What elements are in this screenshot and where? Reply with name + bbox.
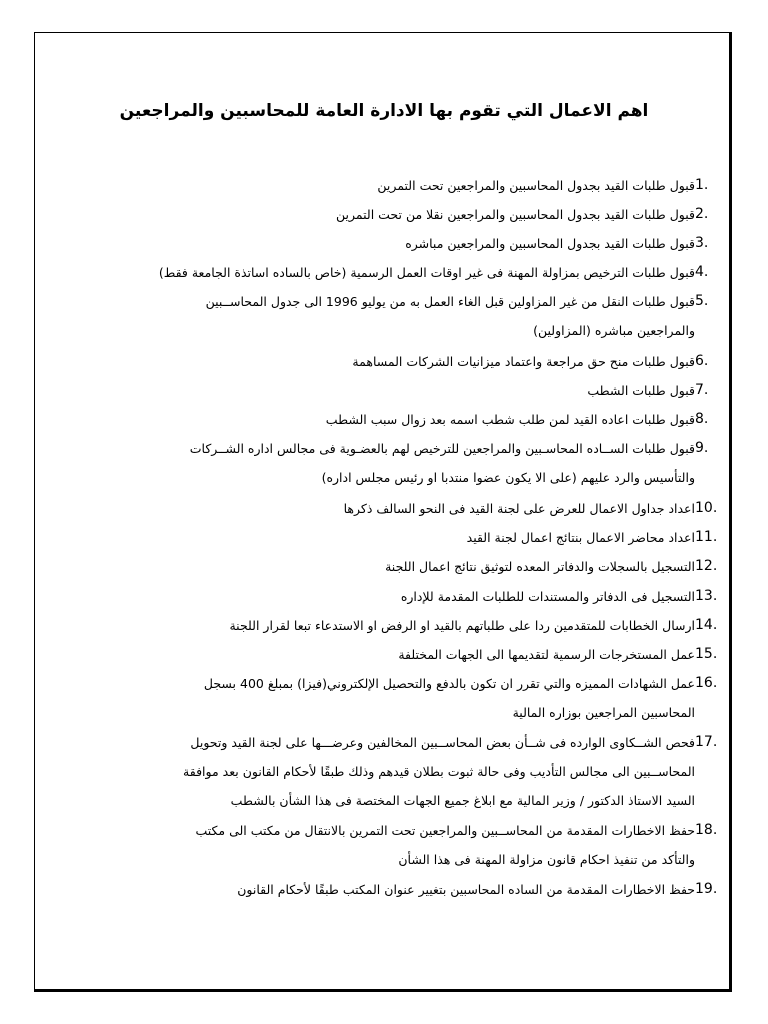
list-item-number: 3. (695, 235, 709, 251)
list-item-number: 18. (695, 822, 718, 838)
list-item-text: قبول طلبات الشطب (587, 383, 695, 398)
list-item-number: 7. (695, 382, 709, 398)
list-item-text: اعداد جداول الاعمال للعرض على لجنة القيد فى النحو السالف ذكرها (343, 501, 695, 516)
list-item-text: قبول طلبات الســاده المحاسـبين والمراجعين للترخيص لهم بالعضـوية فى مجالس اداره الشــركات والتأسيس والرد عليهم (على الا يكون عضوا منتدبا او رئيس مجلس اداره) (189, 441, 695, 485)
list-item-number: 13. (695, 588, 718, 604)
list-item-number: 12. (695, 558, 718, 574)
list-item-number: 1. (695, 177, 709, 193)
list-item-text: عمل المستخرجات الرسمية لتقديمها الى الجهات المختلفة (398, 647, 695, 662)
list-item-number: 9. (695, 440, 709, 456)
list-item-text: التسجيل فى الدفاتر والمستندات للطلبات المقدمة للإداره (400, 589, 695, 604)
list-item-text: قبول طلبات القيد بجدول المحاسبين والمراجعين نقلا من تحت التمرين (336, 207, 695, 222)
list-item-text: التسجيل بالسجلات والدفاتر المعده لتوثيق نتائج اعمال اللجنة (385, 559, 695, 574)
list-item-text: قبول طلبات القيد بجدول المحاسبين والمراجعين تحت التمرين (377, 178, 695, 193)
list-item-number: 19. (695, 881, 718, 897)
list-item-text: حفظ الاخطارات المقدمة من الساده المحاسبين بتغيير عنوان المكتب طبقًا لأحكام القانون (237, 882, 695, 897)
list-item-number: 8. (695, 411, 709, 427)
list-item-number: 16. (695, 675, 718, 691)
list-item-text: قبول طلبات منح حق مراجعة واعتماد ميزانيات الشركات المساهمة (352, 354, 695, 369)
list-item-text: قبول طلبات اعاده القيد لمن طلب شطب اسمه بعد زوال سبب الشطب (325, 412, 695, 427)
list-item-number: 15. (695, 646, 718, 662)
list-item-text: حفظ الاخطارات المقدمة من المحاســبين والمراجعين تحت التمرين بالانتقال من مكتب الى مكتب والتأكد من تنفيذ احكام قانون مزاولة المهنة فى هذا الشأن (195, 823, 695, 867)
document-title: اهم الاعمال التي تقوم بها الادارة العامة للمحاسبين والمراجعين (119, 101, 649, 121)
document-page (34, 32, 732, 992)
list-item-text: اعداد محاضر الاعمال بنتائج اعمال لجنة القيد (466, 530, 695, 545)
list-item-number: 11. (695, 529, 718, 545)
list-item-text: ارسال الخطابات للمتقدمين ردا على طلباتهم بالقيد او الرفض او الاستدعاء تبعا لقرار اللجنة (229, 618, 695, 633)
list-item-text: قبول طلبات الترخيص بمزاولة المهنة فى غير اوقات العمل الرسمية (خاص بالساده اساتذة الجامعة فقط) (158, 265, 695, 280)
list-item-text: قبول طلبات القيد بجدول المحاسبين والمراجعين مباشره (405, 236, 695, 251)
list-item-number: 4. (695, 264, 709, 280)
list-item-number: 2. (695, 206, 709, 222)
list-item-number: 17. (695, 734, 718, 750)
list-item-number: 10. (695, 500, 718, 516)
list-item-number: 6. (695, 353, 709, 369)
list-item-number: 5. (695, 293, 709, 309)
list-item-text: فحص الشــكاوى الوارده فى شــأن بعض المحاســبين المخالفين وعرضـــها على لجنة القيد وتحويل المحاســبين الى مجالس التأديب وفى حالة ثبوت بطلان قيدهم وذلك طبقًا لأحكام القانون بعد موافقة السيد الاستاذ الدكتور / وزير المالية مع ابلاغ جميع الجهات المختصة فى هذا الشأن بالشطب (183, 735, 695, 808)
list-item-number: 14. (695, 617, 718, 633)
list-item-text: عمل الشهادات المميزه والتي تقرر ان تكون بالدفع والتحصيل الإلكتروني(فيزا) بمبلغ 400 بسجل المحاسبين المراجعين بوزاره المالية (203, 676, 695, 720)
list-item-text: قبول طلبات النقل من غير المزاولين قبل الغاء العمل به من يوليو 1996 الى جدول المحاســبين والمراجعين مباشره (المزاولين) (205, 294, 695, 338)
